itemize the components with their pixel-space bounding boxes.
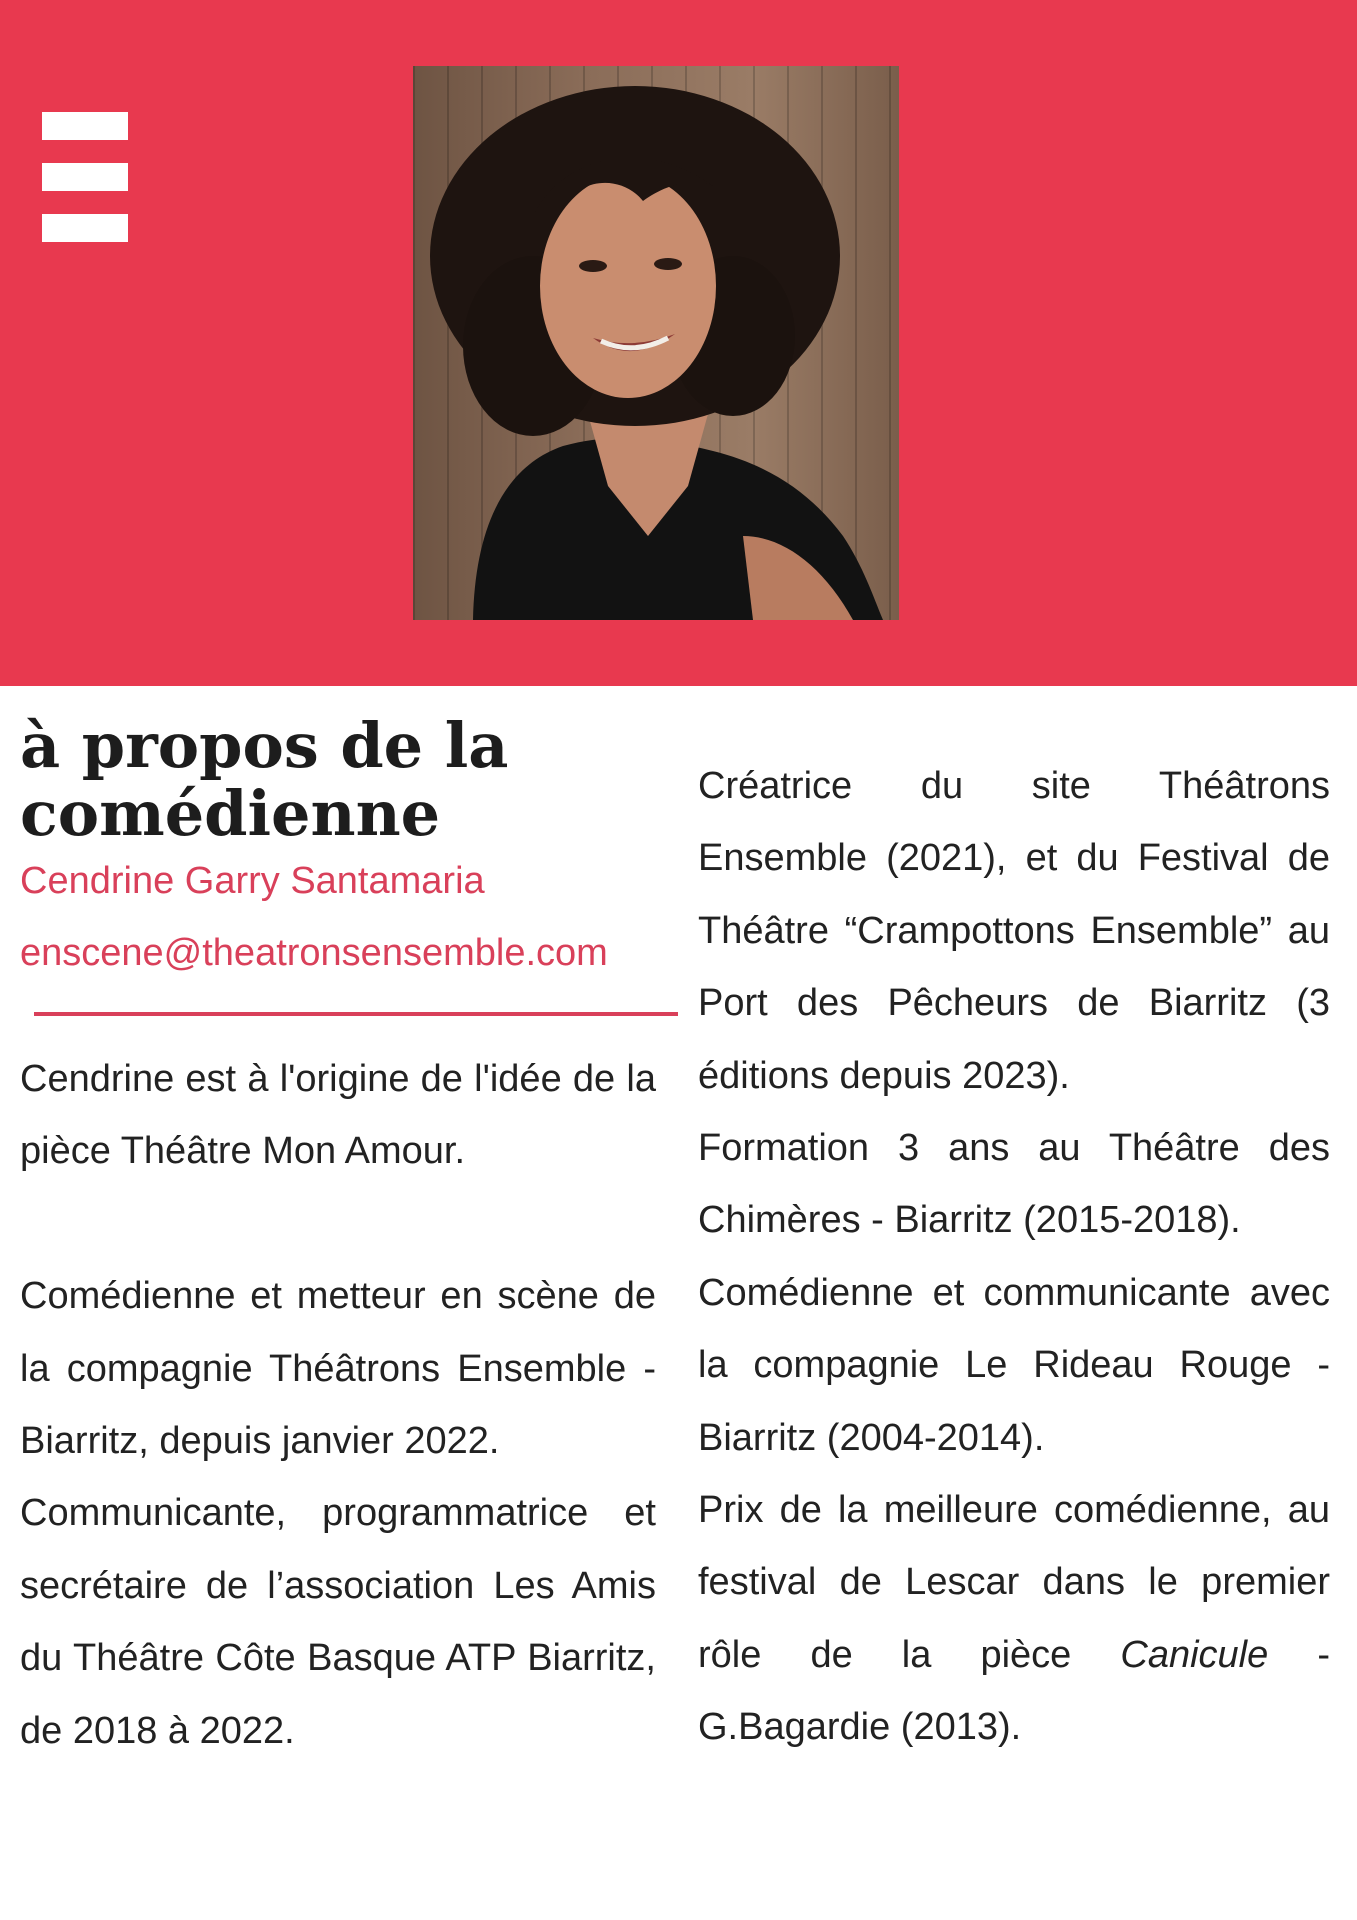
menu-bar: [42, 214, 128, 242]
portrait-figure: [413, 66, 899, 620]
email-link[interactable]: enscene@theatronsensemble.com: [20, 932, 608, 974]
bio-paragraph: Formation 3 ans au Théâtre des Chimères - Biarritz (2015-2018).: [698, 1127, 1330, 1242]
award-text-end: - G.Bagardie (2013).: [698, 1633, 1330, 1749]
page-title: à propos de la comédienne: [20, 709, 509, 850]
portrait-photo: [413, 66, 899, 620]
divider: [34, 1012, 678, 1016]
right-column: [698, 750, 1330, 1764]
left-column: [20, 1043, 656, 1767]
bio-paragraph: Cendrine est à l'origine de l'idée de la pièce Théâtre Mon Amour.: [20, 1058, 656, 1173]
bio-paragraph-award: [698, 1474, 1330, 1764]
actress-name: Cendrine Garry Santamaria: [20, 860, 485, 902]
menu-bar: [42, 112, 128, 140]
award-text: Prix de la meilleure comédienne, au festival de Lescar dans le premier rôle de la pièce: [698, 1489, 1330, 1676]
bio-paragraph: Comédienne et communicante avec la compagnie Le Rideau Rouge - Biarritz (2004-2014).: [698, 1271, 1330, 1459]
bio-paragraph: Comédienne et metteur en scène de la compagnie Théâtrons Ensemble - Biarritz, depuis janvier 2022.: [20, 1275, 656, 1463]
play-title: Canicule: [1120, 1633, 1269, 1676]
bio-paragraph: Créatrice du site Théâtrons Ensemble (2021), et du Festival de Théâtre “Crampottons Ensemble” au Port des Pêcheurs de Biarritz (3 éditions depuis 2023).: [698, 765, 1330, 1097]
paragraph-spacer: [20, 1188, 656, 1260]
hamburger-menu-icon[interactable]: [42, 112, 128, 242]
menu-bar: [42, 163, 128, 191]
hero-banner: [0, 0, 1357, 686]
bio-paragraph: Communicante, programmatrice et secrétaire de l’association Les Amis du Théâtre Côte Basque ATP Biarritz, de 2018 à 2022.: [20, 1492, 656, 1752]
